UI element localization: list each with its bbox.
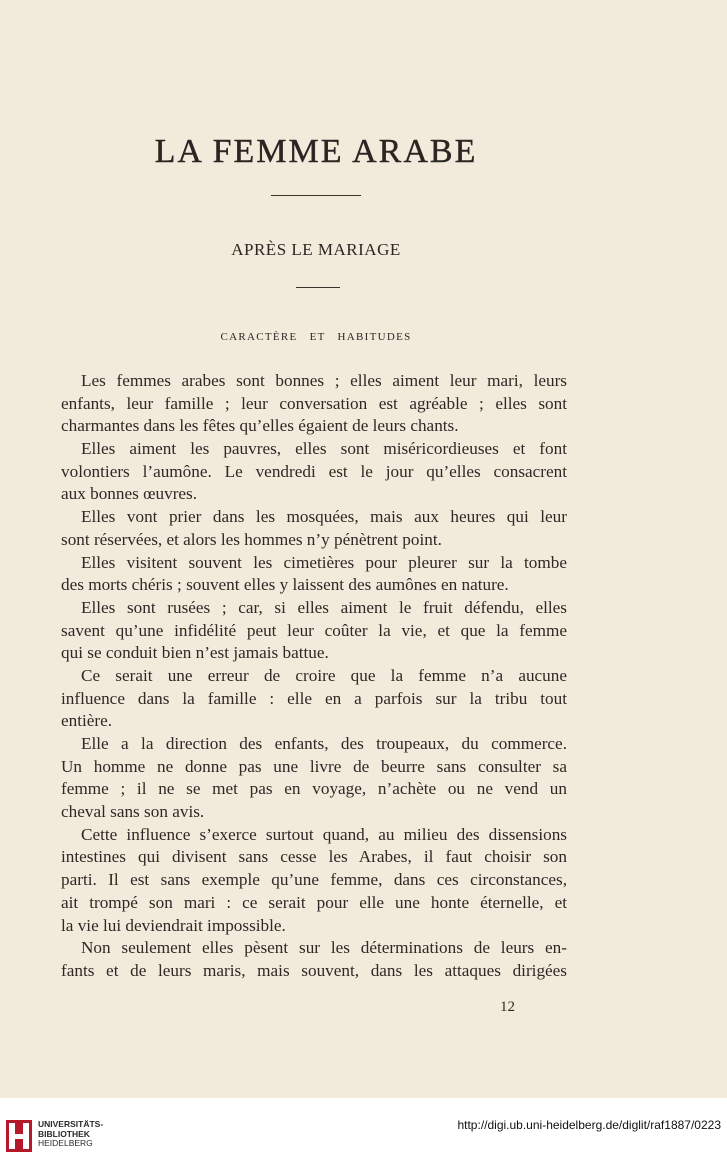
text-line: intestines qui divisent sans cesse les Arabes, il faut choisir son [61, 847, 567, 867]
text-line: parti. Il est sans exemple qu’une femme, dans ces circonstances, [61, 870, 567, 890]
text-line: Ce serait une erreur de croire que la femme n’a aucune [81, 665, 567, 685]
text-line: savent qu’une infidélité peut leur coûter la vie, et que la femme [61, 620, 567, 640]
text-line: sont réservées, et alors les hommes n’y pénètrent point. [61, 529, 442, 549]
text-line: volontiers l’aumône. Le vendredi est le jour qu’elles consacrent [61, 461, 567, 481]
footer-bar [0, 1098, 727, 1163]
library-name-line: HEIDELBERG [38, 1138, 93, 1148]
text-line: enfants, leur famille ; leur conversation est agréable ; elles sont [61, 393, 567, 413]
text-line: influence dans la famille : elle en a parfois sur la tribu tout [61, 688, 567, 708]
text-line: Elle a la direction des enfants, des troupeaux, du commerce. [81, 734, 567, 753]
text-line: charmantes dans les fêtes qu’elles égaient de leurs chants. [61, 416, 459, 436]
subtitle-divider [296, 287, 340, 288]
text-line: des morts chéris ; souvent elles y laissent des aumônes en nature. [61, 575, 509, 595]
library-name-line: BIBLIOTHEK [38, 1128, 90, 1139]
section-heading: CARACTÈRE ET HABITUDES [220, 331, 412, 343]
library-name-line: UNIVERSITÄTS- [38, 1119, 104, 1129]
text-line: fants et de leurs maris, mais souvent, dans les attaques dirigées [61, 960, 567, 980]
text-line: Elles aiment les pauvres, elles sont miséricordieuses et font [81, 439, 567, 459]
text-line: Non seulement elles pèsent sur les déterminations de leurs en- [81, 938, 567, 958]
text-line: Elles vont prier dans les mosquées, mais aux heures qui leur [81, 507, 567, 527]
text-line: femme ; il ne se met pas en voyage, n’achète ou ne vend un [61, 779, 567, 799]
text-line: Les femmes arabes sont bonnes ; elles aiment leur mari, leurs [81, 371, 567, 390]
page-number: 12 [500, 999, 515, 1015]
text-line: ait trompé son mari : ce serait pour elle une honte éternelle, et [61, 892, 567, 912]
text-line: entière. [61, 711, 113, 731]
chapter-subtitle: APRÈS LE MARIAGE [231, 240, 401, 259]
library-name [38, 1120, 103, 1149]
source-url-link[interactable]: http://digi.ub.uni-heidelberg.de/diglit/raf1887/0223 [457, 1118, 721, 1132]
text-line: Un homme ne donne pas une livre de beurre sans consulter sa [61, 756, 567, 776]
title-divider [271, 195, 361, 196]
text-line: Elles sont rusées ; car, si elles aiment le fruit défendu, elles [81, 597, 567, 617]
text-line: cheval sans son avis. [61, 802, 205, 822]
text-line: la vie lui deviendrait impossible. [61, 915, 286, 935]
text-line: Elles visitent souvent les cimetières pour pleurer sur la tombe [81, 552, 567, 572]
text-line: qui se conduit bien n’est jamais battue. [61, 643, 329, 663]
page-title: LA FEMME ARABE [154, 133, 478, 170]
library-logo-icon [6, 1120, 32, 1152]
text-line: Cette influence s’exerce surtout quand, au milieu des dissensions [81, 824, 567, 844]
body-text [61, 370, 567, 983]
text-line: aux bonnes œuvres. [61, 484, 198, 504]
